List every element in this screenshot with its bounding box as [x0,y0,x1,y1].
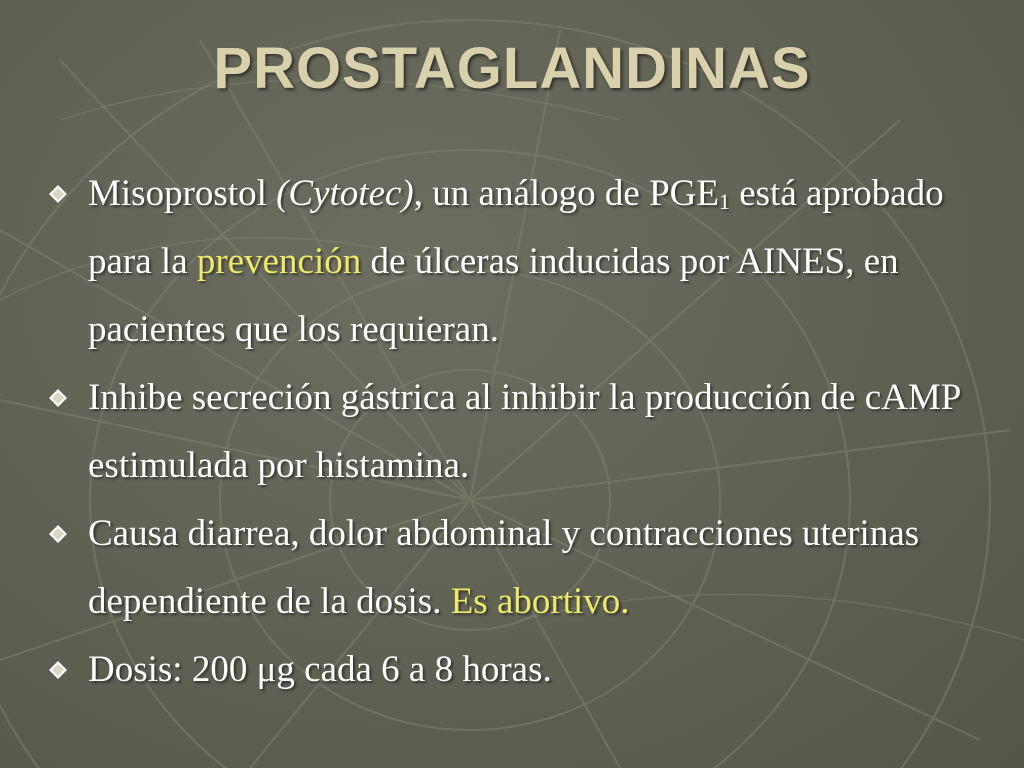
bullet-item [48,636,978,704]
diamond-bullet-icon [48,388,68,408]
bullet-text: Causa diarrea, dolor abdominal y contracciones uterinas dependiente de la dosis. [88,513,920,622]
bullet-text-italic: (Cytotec) [276,173,414,214]
bullet-item [48,500,978,636]
bullet-item [48,160,978,364]
bullet-text: , un análogo de PGE [413,173,719,214]
bullet-list [48,160,978,704]
bullet-text: está aprobado para la [88,173,944,282]
bullet-text: Misoprostol [88,173,277,214]
bullet-text: de úlceras inducidas por AINES, en pacientes que los requieran. [88,241,899,350]
diamond-bullet-icon [48,184,68,204]
diamond-bullet-icon [48,524,68,544]
slide-title: PROSTAGLANDINAS [213,36,811,101]
diamond-bullet-icon [48,660,68,680]
bullet-text: Inhibe secreción gástrica al inhibir la producción de cAMP estimulada por histamina. [88,377,960,486]
bullet-text: Dosis: 200 μg cada 6 a 8 horas. [88,649,552,690]
bullet-item [48,364,978,500]
highlighted-text: prevención [196,241,362,282]
highlighted-text: Es abortivo. [450,581,630,622]
subscript: 1 [718,189,730,214]
